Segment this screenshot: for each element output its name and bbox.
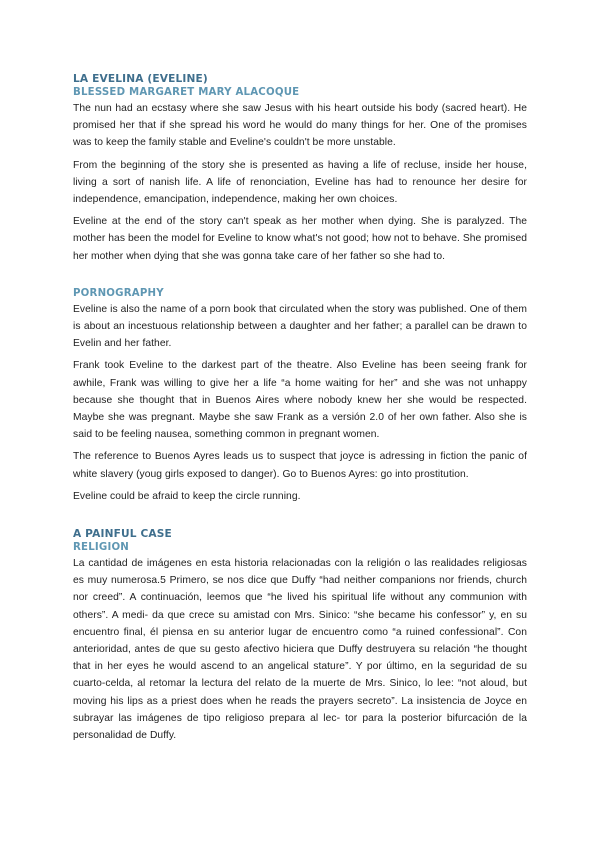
paragraph: La cantidad de imágenes en esta historia relacionadas con la religión o las realidades religiosas es muy numerosa.5 Primero, se nos dice que Duffy “had neither companions nor friends, church nor creed”. A continuación, leemos que “he lived his spiritual life without any communion with others”. A medi- da que crece su amistad con Mrs. Sinico: “she became his confessor” y, en su encuentro final, él piensa en su anterior lugar de encuentro como “a ruined confessional”. Con anterioridad, antes de que su gesto afectivo hiciera que Duffy destruyera su relación “he thought that in her eyes he would ascend to an angelical stature”. Y por último, en la seguridad de su cuarto-celda, al retomar la lectura del relato de la muerte de Mrs. Sinico, lo lee: “not aloud, but moving his lips as a priest does when he reads the prayers secreto”. La insistencia de Joyce en subrayar las imágenes de tipo religioso prepara al lec- tor para la posterior bifurcación de la personalidad de Duffy. <box>73 558 527 742</box>
paragraph: The reference to Buenos Ayres leads us to suspect that joyce is adressing in fiction the panic of white slavery (youg girls exposed to danger). Go to Buenos Ayres: go into prostitution. <box>73 451 527 480</box>
subheading-blessed-margaret: BLESSED MARGARET MARY ALACOQUE <box>73 87 300 98</box>
section-heading-painful-case: A PAINFUL CASE <box>73 528 172 541</box>
paragraph: The nun had an ecstasy where she saw Jesus with his heart outside his body (sacred heart). He promised her that if she spread his word he would do many things for her. One of the promises was to keep the family stable and Eveline's couldn't be more unstable. <box>73 103 527 149</box>
paragraph: From the beginning of the story she is presented as having a life of recluse, inside her house, living a sort of nanish life. A life of renonciation, Eveline has had to renounce her desire for independence, emancipation, independence, making her own choices. <box>73 159 527 206</box>
paragraph: Eveline could be afraid to keep the circle running. <box>73 490 301 502</box>
document-body <box>73 72 527 744</box>
section-heading-eveline: LA EVELINA (EVELINE) <box>73 73 208 85</box>
paragraph: Eveline is also the name of a porn book that circulated when the story was published. One of them is about an incestuous relationship between a daughter and her father; a parallel can be drawn to Evelin and her father. <box>73 303 527 350</box>
subheading-pornography: PORNOGRAPHY <box>73 287 164 299</box>
paragraph: Eveline at the end of the story can't speak as her mother when dying. She is paralyzed. The mother has been the model for Eveline to know what's not good; how not to behave. She promised her mother when dying that she was gonna take care of her father so she had to. <box>73 216 527 262</box>
paragraph: Frank took Eveline to the darkest part of the theatre. Also Eveline has been seeing frank for awhile, Frank was willing to give her a life “a home waiting for her” and she was not unhappy because she thought that in Buenos Aires where nobody knew her she would be respected. Maybe she was pregnant. Maybe she saw Frank as a versión 2.0 of her own father. Also she is said to be feeling nausea, something common in pregnant women. <box>73 360 527 441</box>
subheading-religion: RELIGION <box>73 542 130 554</box>
